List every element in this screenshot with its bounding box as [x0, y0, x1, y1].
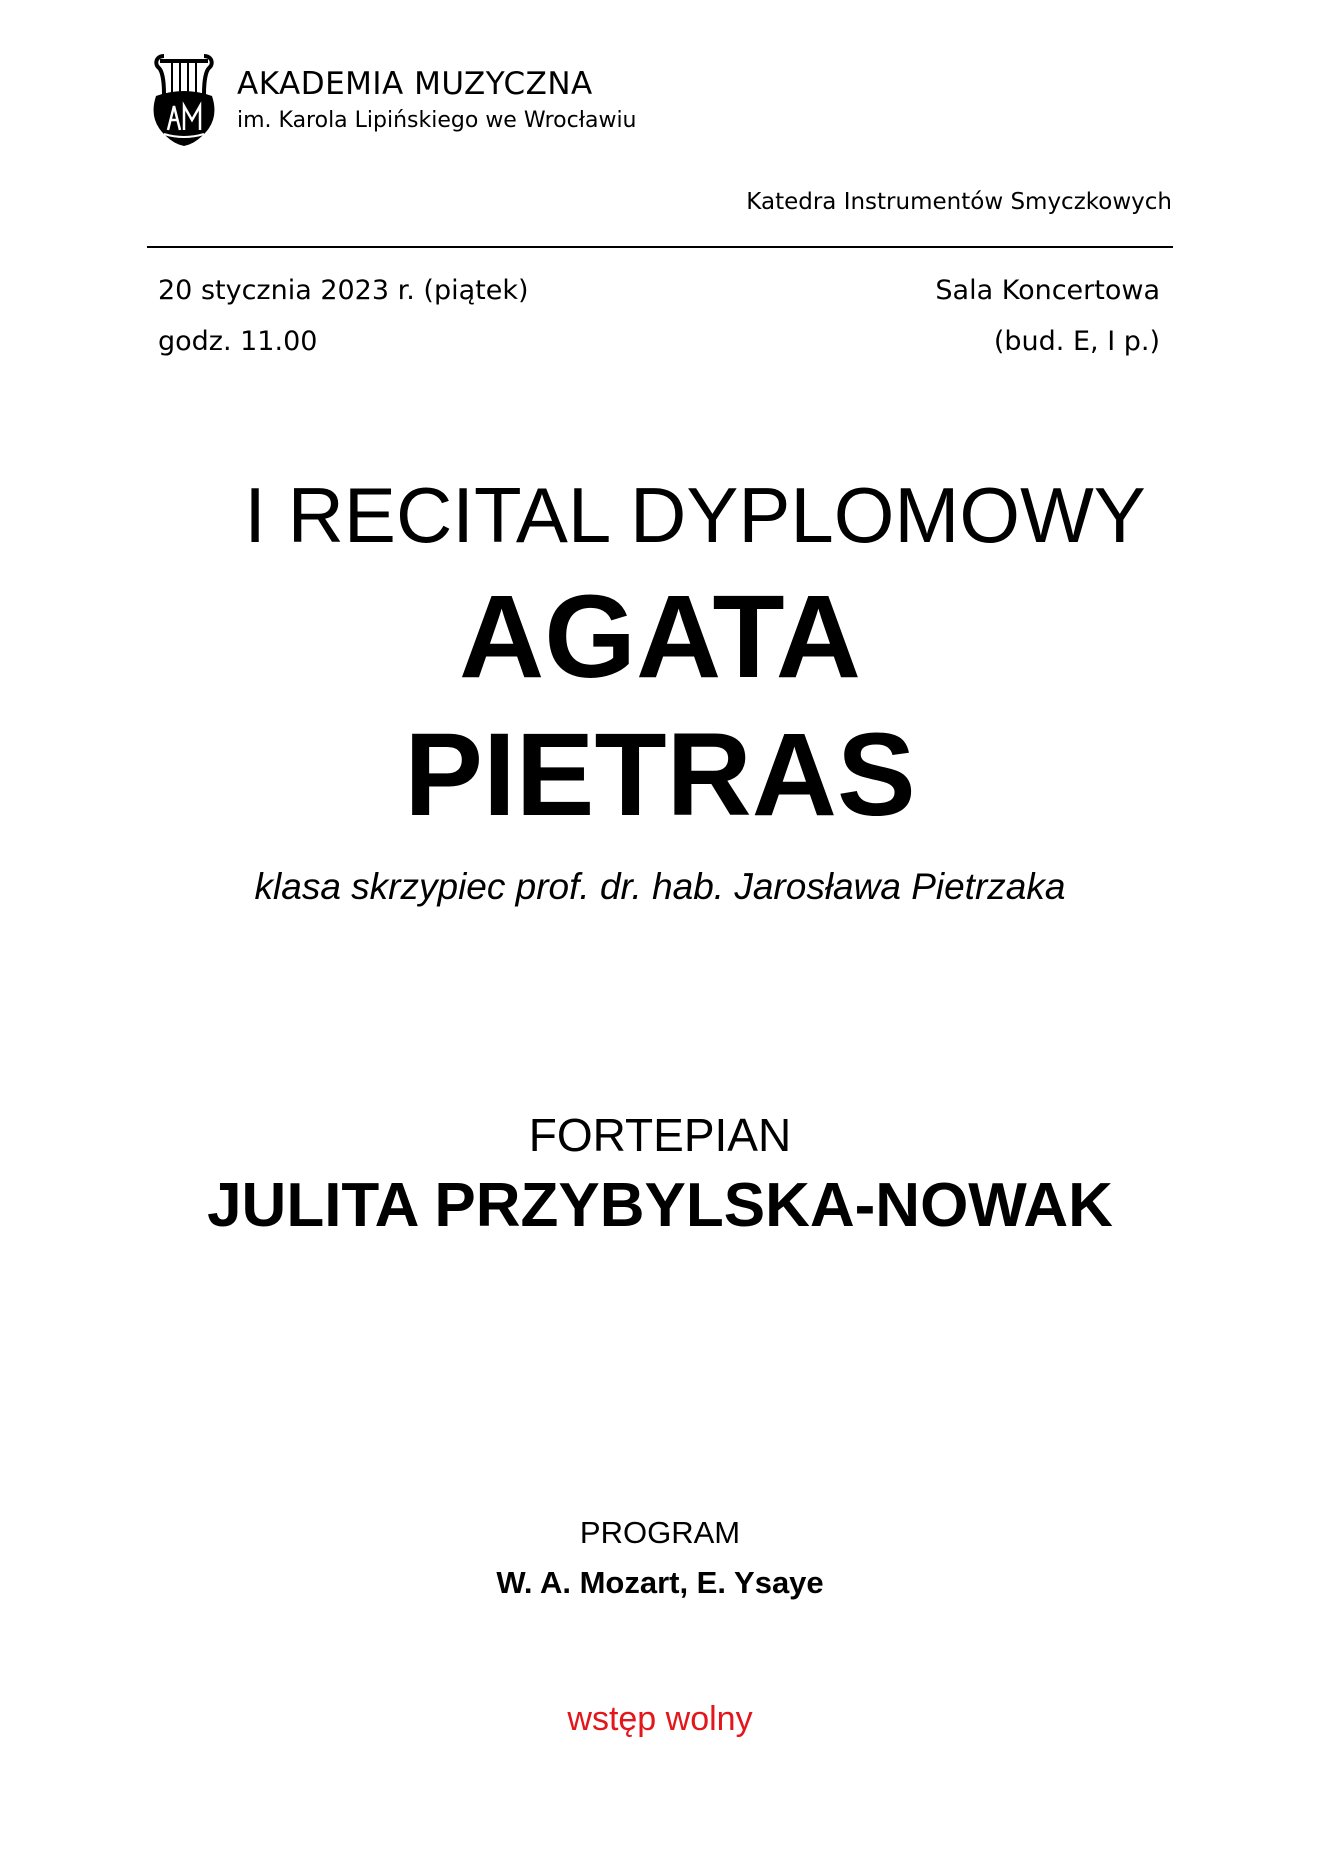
program-label: PROGRAM — [579, 1515, 741, 1550]
event-datetime — [158, 265, 529, 367]
institution-name: AKADEMIA MUZYCZNA — [237, 66, 593, 102]
performer-name — [0, 568, 1320, 844]
performer-last-name: PIETRAS — [404, 709, 916, 841]
performer-first-name: AGATA — [459, 571, 861, 703]
teacher-class: klasa skrzypiec prof. dr. hab. Jarosława Pietrzaka — [254, 866, 1066, 907]
recital-title: I RECITAL DYPLOMOWY — [244, 471, 1146, 559]
accompanist-instrument: FORTEPIAN — [528, 1109, 792, 1161]
header-divider — [147, 246, 1173, 248]
program-composers: W. A. Mozart, E. Ysaye — [496, 1565, 824, 1600]
department-name: Katedra Instrumentów Smyczkowych — [746, 189, 1172, 215]
event-venue — [935, 265, 1160, 367]
institution-subtitle: im. Karola Lipińskiego we Wrocławiu — [237, 108, 637, 133]
event-time: godz. 11.00 — [158, 326, 318, 357]
accompanist-name: JULITA PRZYBYLSKA-NOWAK — [207, 1171, 1113, 1240]
admission-note: wstęp wolny — [567, 1700, 753, 1738]
venue-detail: (bud. E, I p.) — [993, 326, 1160, 357]
event-date: 20 stycznia 2023 r. (piątek) — [158, 275, 529, 306]
lyre-logo-icon — [148, 50, 220, 148]
venue-name: Sala Koncertowa — [935, 275, 1160, 306]
